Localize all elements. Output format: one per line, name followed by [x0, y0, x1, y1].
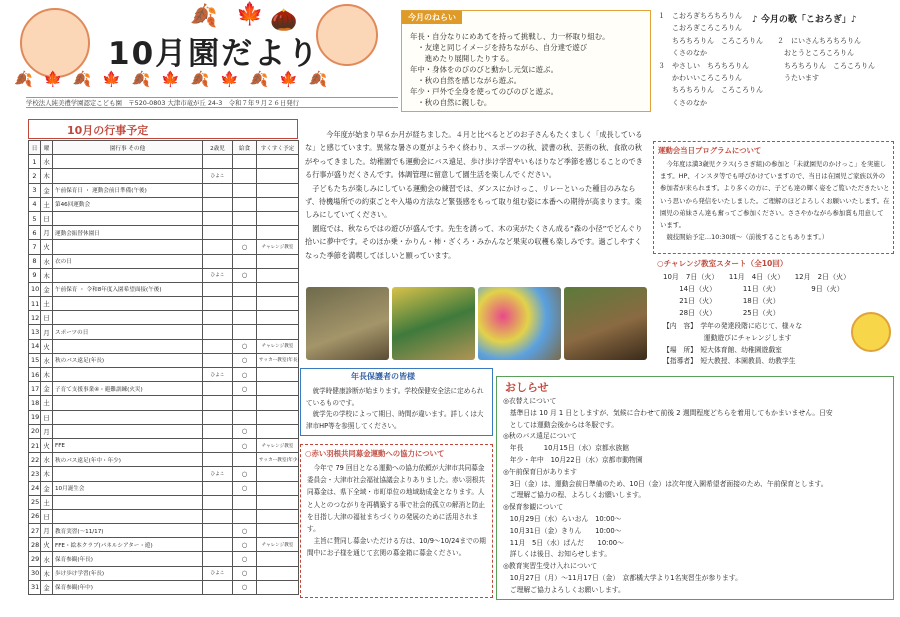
calendar-day: 13 [29, 325, 41, 339]
calendar-column-header: 曜 [41, 141, 53, 155]
calendar-toddler-class [203, 282, 233, 296]
calendar-weekday: 火 [41, 240, 53, 254]
calendar-lunch: ○ [233, 268, 257, 282]
calendar-sukusuku [257, 155, 299, 169]
calendar-weekday: 水 [41, 453, 53, 467]
calendar-lunch [233, 509, 257, 523]
calendar-event [53, 169, 203, 183]
table-row [29, 211, 299, 225]
photo-colorful-hats [478, 287, 561, 360]
guardians-text: 就学時健康診断が始まります。学校保健安全法に定められているものです。 就学先の学校によって期日、時間が違います。詳しくは大津市HP等を参照してください。 [306, 387, 484, 430]
calendar-sukusuku [257, 566, 299, 580]
calendar-toddler-class [203, 183, 233, 197]
table-row [29, 580, 299, 594]
calendar-lunch [233, 311, 257, 325]
calendar-weekday: 火 [41, 538, 53, 552]
announcements-box [496, 376, 894, 600]
calendar-weekday: 水 [41, 254, 53, 268]
program-text: 今年度は満3歳児クラス(うさぎ組)の参加と「未就園児のかけっこ」を実施します。HP、インスタ等でも呼びかけていますので、当日は在園児ご家族以外の参加者が来られます。より多くの方に、子ども達の輝く姿をご覧いただきたいという思いから発信をいたしました。ご理解のほどよろしくお願いいたします。在園児の弟妹さん達も奮ってご参加ください。ささやかながら参加賞も用意しています。 競技開始予定…10:30頃～（前後することもあります。） [660, 160, 890, 242]
calendar-weekday: 水 [41, 353, 53, 367]
event-calendar-table [28, 140, 299, 595]
calendar-toddler-class [203, 552, 233, 566]
calendar-event [53, 467, 203, 481]
challenge-dates-row: 28日（火） 25日（火） [663, 309, 780, 317]
table-row [29, 368, 299, 382]
table-row [29, 438, 299, 452]
calendar-toddler-class [203, 481, 233, 495]
calendar-sukusuku [257, 282, 299, 296]
calendar-day: 11 [29, 297, 41, 311]
table-row [29, 481, 299, 495]
table-row [29, 524, 299, 538]
table-row [29, 353, 299, 367]
calendar-event: 運動会振替休園日 [53, 226, 203, 240]
calendar-toddler-class [203, 297, 233, 311]
calendar-toddler-class [203, 538, 233, 552]
table-row [29, 226, 299, 240]
calendar-lunch: ○ [233, 481, 257, 495]
calendar-event: 午前保育日 ・ 運動会前日準備(午後) [53, 183, 203, 197]
calendar-sukusuku [257, 325, 299, 339]
calendar-event [53, 268, 203, 282]
calendar-sukusuku [257, 382, 299, 396]
calendar-event: 子育て支援事業④・避難訓練(火災) [53, 382, 203, 396]
guardians-notice-box [300, 368, 493, 436]
calendar-day: 30 [29, 566, 41, 580]
calendar-sukusuku [257, 311, 299, 325]
calendar-sukusuku [257, 368, 299, 382]
calendar-toddler-class: ひよこ [203, 368, 233, 382]
calendar-weekday: 火 [41, 339, 53, 353]
calendar-lunch [233, 396, 257, 410]
calendar-event: FFE [53, 438, 203, 452]
calendar-weekday: 木 [41, 268, 53, 282]
calendar-toddler-class [203, 382, 233, 396]
calendar-day: 19 [29, 410, 41, 424]
leaf-icon: 🍁 [236, 2, 264, 27]
table-row [29, 538, 299, 552]
calendar-lunch: ○ [233, 339, 257, 353]
calendar-toddler-class [203, 495, 233, 509]
challenge-dates-row: 21日（火） 18日（火） [663, 297, 780, 305]
calendar-event [53, 495, 203, 509]
calendar-lunch: ○ [233, 538, 257, 552]
calendar-weekday: 日 [41, 211, 53, 225]
calendar-day: 9 [29, 268, 41, 282]
challenge-heading: ○チャレンジ教室スタート（全10回） [657, 259, 788, 268]
calendar-day: 18 [29, 396, 41, 410]
calendar-lunch [233, 325, 257, 339]
child-exercise-illustration [851, 312, 891, 352]
calendar-sukusuku [257, 254, 299, 268]
calendar-day: 16 [29, 368, 41, 382]
leaf-icon: 🍂 [190, 4, 218, 29]
calendar-lunch: ○ [233, 566, 257, 580]
calendar-toddler-class [203, 311, 233, 325]
table-row [29, 311, 299, 325]
calendar-weekday: 日 [41, 509, 53, 523]
calendar-sukusuku: チャレンジ教室 [257, 438, 299, 452]
red-feather-fund-box [300, 444, 493, 598]
table-row [29, 453, 299, 467]
table-row [29, 254, 299, 268]
calendar-event: 秋のバス遠足(年中・年少) [53, 453, 203, 467]
song-lyrics [658, 10, 894, 138]
song-line: くさのなか [658, 98, 707, 107]
calendar-sukusuku [257, 268, 299, 282]
photo-acorn-gathering [306, 287, 389, 360]
calendar-day: 4 [29, 197, 41, 211]
calendar-day: 12 [29, 311, 41, 325]
calendar-sukusuku [257, 169, 299, 183]
child-illustration-right [316, 4, 378, 66]
sports-day-program-box [653, 141, 894, 254]
calendar-weekday: 日 [41, 311, 53, 325]
calendar-day: 17 [29, 382, 41, 396]
calendar-weekday: 月 [41, 325, 53, 339]
calendar-lunch: ○ [233, 524, 257, 538]
principal-message: 今年度が始まり早６か月が経ちました。４月と比べるとどのお子さんもたくましく「成長しているな」と感じています。異常な暑さの夏がようやく終わり、スポーツの秋、読書の秋、芸術の秋、食欲の秋がやってきました。幼稚園でも運動会にバス遠足、歩け歩け学習やいもほりなど季節を感じることのできる行事が盛りだくさんです。体調管理に留意して園生活を楽しんでください。 子どもたちが楽しみにしている運動会の練習では、ダンスにかけっこ、リレーといった種目のみならず、待機場所での約束ごとや入場の方法など緊張感をもって取り組む姿に本番への期待が高まります。楽しみにしていてください。 園庭では、秋ならではの遊びが盛んです。先生を誘って、木の実がたくさん成る“森の小径”でどんぐり拾いに夢中です。そのほか乗・かりん・柿・ざくろ・みかんなど果実の収穫も楽しみです。過ごしやすくなった季節を満喫してほしいと願っています。 [305, 130, 643, 260]
table-row [29, 183, 299, 197]
table-row [29, 268, 299, 282]
calendar-toddler-class: ひよこ [203, 566, 233, 580]
calendar-event [53, 211, 203, 225]
calendar-toddler-class: ひよこ [203, 169, 233, 183]
calendar-toddler-class [203, 524, 233, 538]
calendar-day: 22 [29, 453, 41, 467]
calendar-weekday: 水 [41, 155, 53, 169]
calendar-toddler-class [203, 453, 233, 467]
calendar-sukusuku [257, 552, 299, 566]
calendar-event [53, 410, 203, 424]
table-row [29, 339, 299, 353]
calendar-column-header: 2歳児 [203, 141, 233, 155]
calendar-heading: 10月の行事予定 [28, 119, 298, 139]
calendar-sukusuku [257, 211, 299, 225]
publisher-line: 学校法人純美禮学園認定こども園 〒520-0803 大津市竜が丘 24-3 令和７年９月２６日発行 [26, 97, 398, 108]
calendar-weekday: 金 [41, 481, 53, 495]
fund-text: 今年で 79 回目となる運動への協力依頼が大津市共同募金委員会・大津市社会福祉協議会よりありました。赤い羽根共同募金は、県下全域・市町単位の地域助成金となります。人と人とのつながりを再構築する事で社会的孤立の解消と防止を目指し大津の福祉まちづくりの発展のために活用されます。 主旨に賛同し募金いただける方は、10/9～10/24までの期間中にお子様を通じて玄関の募金箱に募金ください。 [307, 464, 486, 558]
calendar-sukusuku [257, 509, 299, 523]
calendar-event [53, 339, 203, 353]
calendar-lunch [233, 410, 257, 424]
calendar-lunch: ○ [233, 382, 257, 396]
calendar-day: 3 [29, 183, 41, 197]
calendar-event [53, 424, 203, 438]
calendar-sukusuku: サッカー教室(年少) [257, 453, 299, 467]
challenge-dates-row: 10月 7日（火） 11月 4日（火） 12月 2日（火） [663, 273, 851, 281]
calendar-toddler-class: ひよこ [203, 467, 233, 481]
table-row [29, 509, 299, 523]
calendar-day: 28 [29, 538, 41, 552]
calendar-lunch [233, 282, 257, 296]
calendar-weekday: 土 [41, 297, 53, 311]
table-row [29, 495, 299, 509]
calendar-weekday: 木 [41, 566, 53, 580]
table-row [29, 467, 299, 481]
calendar-lunch [233, 453, 257, 467]
calendar-toddler-class: ひよこ [203, 268, 233, 282]
calendar-toddler-class [203, 155, 233, 169]
fund-heading: ○赤い羽根共同募金運動への協力について [305, 449, 445, 458]
calendar-weekday: 金 [41, 282, 53, 296]
child-illustration-left [20, 8, 90, 78]
calendar-weekday: 金 [41, 183, 53, 197]
calendar-sukusuku: チャレンジ教室 [257, 538, 299, 552]
calendar-sukusuku [257, 226, 299, 240]
calendar-event: 歩け歩け学習(年長) [53, 566, 203, 580]
table-row [29, 396, 299, 410]
song-line: こおろぎころころりん [658, 24, 742, 33]
photo-outdoor-play [564, 287, 647, 360]
calendar-toddler-class [203, 580, 233, 594]
calendar-lunch: ○ [233, 353, 257, 367]
calendar-toddler-class [203, 325, 233, 339]
calendar-weekday: 日 [41, 410, 53, 424]
calendar-event [53, 396, 203, 410]
table-row [29, 155, 299, 169]
challenge-info: 【内 容】 学年の発達段階に応じて、様々な 運動遊びにチャレンジします 【場 所】 短大体育館、幼稚園遊戯室 【指導者】 短大教授、本園教員、幼教学生 [663, 322, 803, 366]
song-title: ♪ 今月の歌「こおろぎ」♪ [752, 15, 857, 25]
calendar-lunch [233, 169, 257, 183]
calendar-toddler-class [203, 509, 233, 523]
calendar-day: 27 [29, 524, 41, 538]
calendar-sukusuku: チャレンジ教室 [257, 339, 299, 353]
calendar-day: 29 [29, 552, 41, 566]
song-line: ちろちろりん ころころりん [658, 86, 763, 95]
calendar-day: 8 [29, 254, 41, 268]
calendar-weekday: 木 [41, 368, 53, 382]
calendar-day: 10 [29, 282, 41, 296]
calendar-event: FFE・絵本クラブ(パネルシアター・遊) [53, 538, 203, 552]
calendar-sukusuku [257, 197, 299, 211]
calendar-lunch [233, 211, 257, 225]
calendar-lunch: ○ [233, 580, 257, 594]
calendar-weekday: 木 [41, 467, 53, 481]
announcements-text: ◎衣替えについて 基準日は 10 月 1 日としますが、気候に合わせて前後 2 週間程度どちらを着用してもかまいません。日安 としては運動会後からは冬服です。 ◎秋のバス遠足について 年長 10月15日（水）京都水族館 年少・年中 10月22日（水）京都市動物園 ◎午前保育日があります 3日（金）は、運動会前日準備のため、10日（金）は次年度入園希望者面接のため、午前保育とします。 ご理解ご協力の程、よろしくお願いします。 ◎保育参観について 10月29日（水）らいおん 10:00～ 10月31日（金）きりん 10:00～ 11月 5日（水）ぱんだ 10:00～ 詳しくは後日、お知らせします。 ◎教育実習生受け入れについて 10月27日（月）～11月17日（金） 京都橘大学より1名実習生が参ります。 ご理解ご協力よろしくお願いします。 [503, 397, 833, 594]
calendar-lunch [233, 297, 257, 311]
calendar-event [53, 155, 203, 169]
table-row [29, 169, 299, 183]
calendar-day: 7 [29, 240, 41, 254]
calendar-event: 教育実習(～11/17) [53, 524, 203, 538]
calendar-toddler-class [203, 254, 233, 268]
calendar-sukusuku [257, 495, 299, 509]
calendar-event [53, 311, 203, 325]
challenge-dates-row: 14日（火） 11日（火） 9日（火） [663, 285, 844, 293]
calendar-column-header: 園行事 その他 [53, 141, 203, 155]
table-row [29, 382, 299, 396]
calendar-event [53, 509, 203, 523]
calendar-weekday: 月 [41, 524, 53, 538]
photo-strip [306, 287, 646, 360]
calendar-sukusuku [257, 183, 299, 197]
song-line: くさのなか おとうところころりん [658, 49, 854, 58]
song-line: ３ やさしい ちろちろりん ちろちろりん ころころりん [658, 61, 875, 70]
calendar-toddler-class [203, 353, 233, 367]
calendar-sukusuku [257, 481, 299, 495]
calendar-toddler-class [203, 240, 233, 254]
calendar-weekday: 土 [41, 396, 53, 410]
calendar-event: 第46回運動会 [53, 197, 203, 211]
calendar-lunch [233, 183, 257, 197]
calendar-lunch [233, 254, 257, 268]
calendar-day: 31 [29, 580, 41, 594]
calendar-event: 保育参観(年中) [53, 580, 203, 594]
calendar-event: 保育参観(年長) [53, 552, 203, 566]
calendar-sukusuku [257, 524, 299, 538]
page-title: 10月園だより [108, 36, 321, 72]
calendar-day: 2 [29, 169, 41, 183]
calendar-weekday: 火 [41, 438, 53, 452]
calendar-event: スポーツの日 [53, 325, 203, 339]
announcements-heading: おしらせ [505, 381, 549, 394]
calendar-sukusuku [257, 467, 299, 481]
song-line: かわいいころころりん うたいます [658, 74, 819, 83]
calendar-event: 衣の日 [53, 254, 203, 268]
calendar-lunch: ○ [233, 438, 257, 452]
calendar-sukusuku [257, 410, 299, 424]
calendar-lunch: ○ [233, 368, 257, 382]
calendar-sukusuku [257, 297, 299, 311]
calendar-day: 5 [29, 211, 41, 225]
calendar-day: 1 [29, 155, 41, 169]
table-row [29, 325, 299, 339]
calendar-day: 26 [29, 509, 41, 523]
song-line: ちろちろりん ころころりん ２ にいさんちろちろりん [658, 36, 861, 45]
monthly-aims-box [401, 10, 651, 112]
calendar-lunch: ○ [233, 467, 257, 481]
photo-dance-practice [392, 287, 475, 360]
calendar-day: 15 [29, 353, 41, 367]
calendar-event: 秋のバス遠足(年長) [53, 353, 203, 367]
table-row [29, 424, 299, 438]
calendar-weekday: 金 [41, 580, 53, 594]
calendar-weekday: 木 [41, 169, 53, 183]
calendar-day: 24 [29, 481, 41, 495]
calendar-lunch [233, 155, 257, 169]
calendar-sukusuku [257, 396, 299, 410]
table-row [29, 282, 299, 296]
monthly-aims-heading: 今月のねらい [402, 11, 462, 24]
calendar-day: 25 [29, 495, 41, 509]
calendar-lunch [233, 226, 257, 240]
calendar-toddler-class [203, 424, 233, 438]
table-row [29, 566, 299, 580]
calendar-day: 6 [29, 226, 41, 240]
calendar-toddler-class [203, 197, 233, 211]
calendar-lunch: ○ [233, 240, 257, 254]
challenge-class-box [657, 258, 894, 370]
calendar-weekday: 水 [41, 552, 53, 566]
table-row [29, 410, 299, 424]
table-row [29, 240, 299, 254]
calendar-event: 10月誕生会 [53, 481, 203, 495]
calendar-sukusuku: チャレンジ教室 [257, 240, 299, 254]
calendar-toddler-class [203, 339, 233, 353]
calendar-lunch: ○ [233, 424, 257, 438]
calendar-toddler-class [203, 410, 233, 424]
calendar-column-header: すくすく予定 [257, 141, 299, 155]
calendar-weekday: 月 [41, 424, 53, 438]
calendar-day: 20 [29, 424, 41, 438]
table-row [29, 197, 299, 211]
calendar-event: 午前保育 ・ 令和8年度入園希望面接(午後) [53, 282, 203, 296]
song-line: １ こおろぎちろちろりん [658, 12, 742, 20]
calendar-lunch [233, 197, 257, 211]
program-heading: 運動会当日プログラムについて [658, 146, 762, 155]
calendar-event [53, 297, 203, 311]
calendar-day: 23 [29, 467, 41, 481]
calendar-column-header: 日 [29, 141, 41, 155]
calendar-toddler-class [203, 438, 233, 452]
calendar-lunch: ○ [233, 552, 257, 566]
calendar-weekday: 月 [41, 226, 53, 240]
table-row [29, 297, 299, 311]
calendar-weekday: 土 [41, 495, 53, 509]
calendar-toddler-class [203, 396, 233, 410]
calendar-event [53, 240, 203, 254]
calendar-day: 21 [29, 438, 41, 452]
calendar-sukusuku [257, 424, 299, 438]
calendar-weekday: 土 [41, 197, 53, 211]
acorn-icon: 🌰 [270, 8, 298, 33]
calendar-column-header: 給食 [233, 141, 257, 155]
leaf-border: 🍂 🍁 🍂 🍁 🍂 🍁 🍂 🍁 🍂 🍁 🍂 [14, 70, 331, 88]
calendar-weekday: 金 [41, 382, 53, 396]
calendar-sukusuku [257, 580, 299, 594]
monthly-aims-text: 年長・自分なりにめあてを持って挑戦し、力一杯取り組む。 ・友達と同じイメージを持ちながら、自分達で遊び 進めたり展開したりする。 年中・身体をのびのびと動かし元気に遊ぶ。 ・秋の自然を感じながら遊ぶ。 年少・戸外で全身を使ってのびのびと遊ぶ。 ・秋の自然に親しむ。 [410, 32, 610, 107]
guardians-heading: 年長保護者の皆様 [351, 372, 415, 381]
table-row [29, 552, 299, 566]
calendar-toddler-class [203, 211, 233, 225]
calendar-toddler-class [203, 226, 233, 240]
calendar-day: 14 [29, 339, 41, 353]
calendar-event [53, 368, 203, 382]
calendar-lunch [233, 495, 257, 509]
calendar-sukusuku: サッカー教室(年長) [257, 353, 299, 367]
